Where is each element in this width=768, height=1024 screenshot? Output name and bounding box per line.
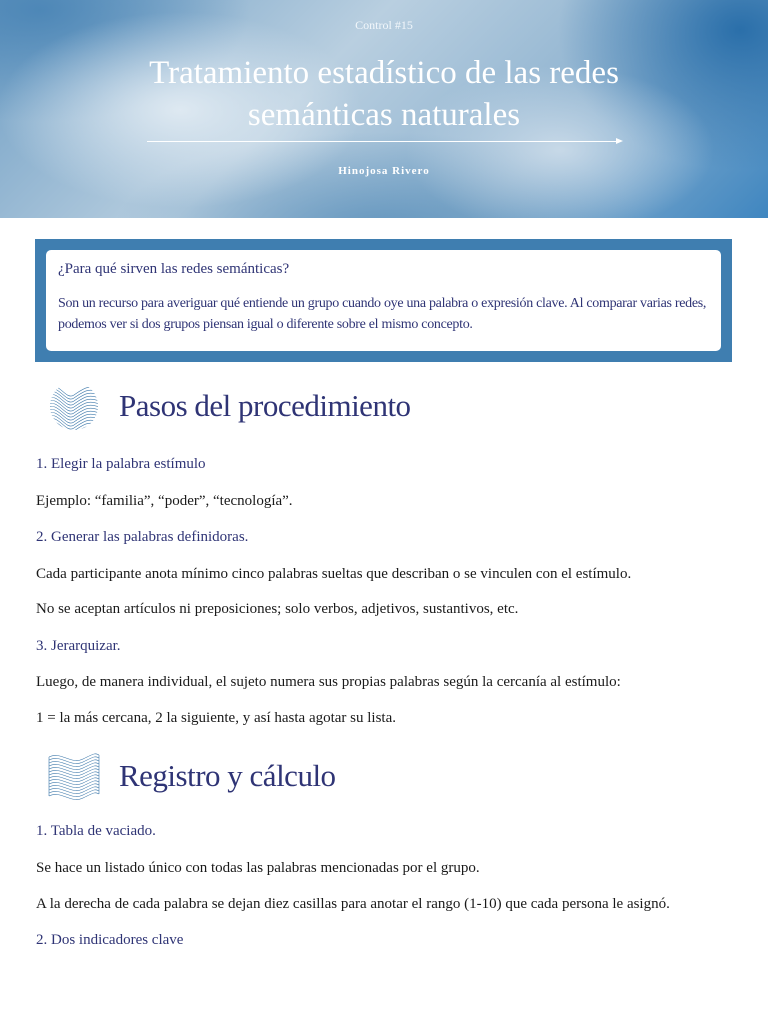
arrow-right-icon <box>616 138 623 144</box>
step-heading: 2. Generar las palabras definidoras. <box>36 529 249 545</box>
callout-text: Son un recurso para averiguar qué entiende un grupo cuando oye una palabra o expresión clave. Al comparar varias redes, podemos ver si dos grupos piensan igual o diferente sobre el mismo concepto. <box>58 296 707 332</box>
step-heading: 1. Elegir la palabra estímulo <box>36 456 206 472</box>
wave-sphere-icon <box>45 381 103 431</box>
section-title: Pasos del procedimiento <box>119 388 411 423</box>
info-callout-body <box>46 250 721 351</box>
paragraph: Luego, de manera individual, el sujeto numera sus propias palabras según la cercanía al estímulo: <box>36 674 621 690</box>
paragraph: Se hace un listado único con todas las palabras mencionadas por el grupo. <box>36 860 480 876</box>
step-heading: 1. Tabla de vaciado. <box>36 823 156 839</box>
paragraph: A la derecha de cada palabra se dejan diez casillas para anotar el rango (1-10) que cada persona le asignó. <box>36 896 670 912</box>
paragraph: Cada participante anota mínimo cinco palabras sueltas que describan o se vinculen con el estímulo. <box>36 566 632 582</box>
step-heading: 2. Dos indicadores clave <box>36 932 184 948</box>
header-banner <box>0 0 768 218</box>
step-heading: 3. Jerarquizar. <box>36 638 121 654</box>
paragraph: No se aceptan artículos ni preposiciones; solo verbos, adjetivos, sustantivos, etc. <box>36 601 519 617</box>
wave-flag-icon <box>45 751 103 801</box>
info-callout <box>35 239 732 362</box>
title-divider <box>147 141 617 142</box>
section-header-pasos <box>45 381 411 431</box>
author-name: Hinojosa Rivero <box>338 165 430 177</box>
callout-question: ¿Para qué sirven las redes semánticas? <box>58 261 290 277</box>
section-title: Registro y cálculo <box>119 758 336 793</box>
page-title: Tratamiento estadístico de las redes semánticas naturales <box>149 55 619 133</box>
section-header-registro <box>45 751 336 801</box>
control-label: Control #15 <box>355 18 413 32</box>
paragraph: 1 = la más cercana, 2 la siguiente, y así hasta agotar su lista. <box>36 710 397 726</box>
paragraph: Ejemplo: “familia”, “poder”, “tecnología”. <box>36 493 293 509</box>
